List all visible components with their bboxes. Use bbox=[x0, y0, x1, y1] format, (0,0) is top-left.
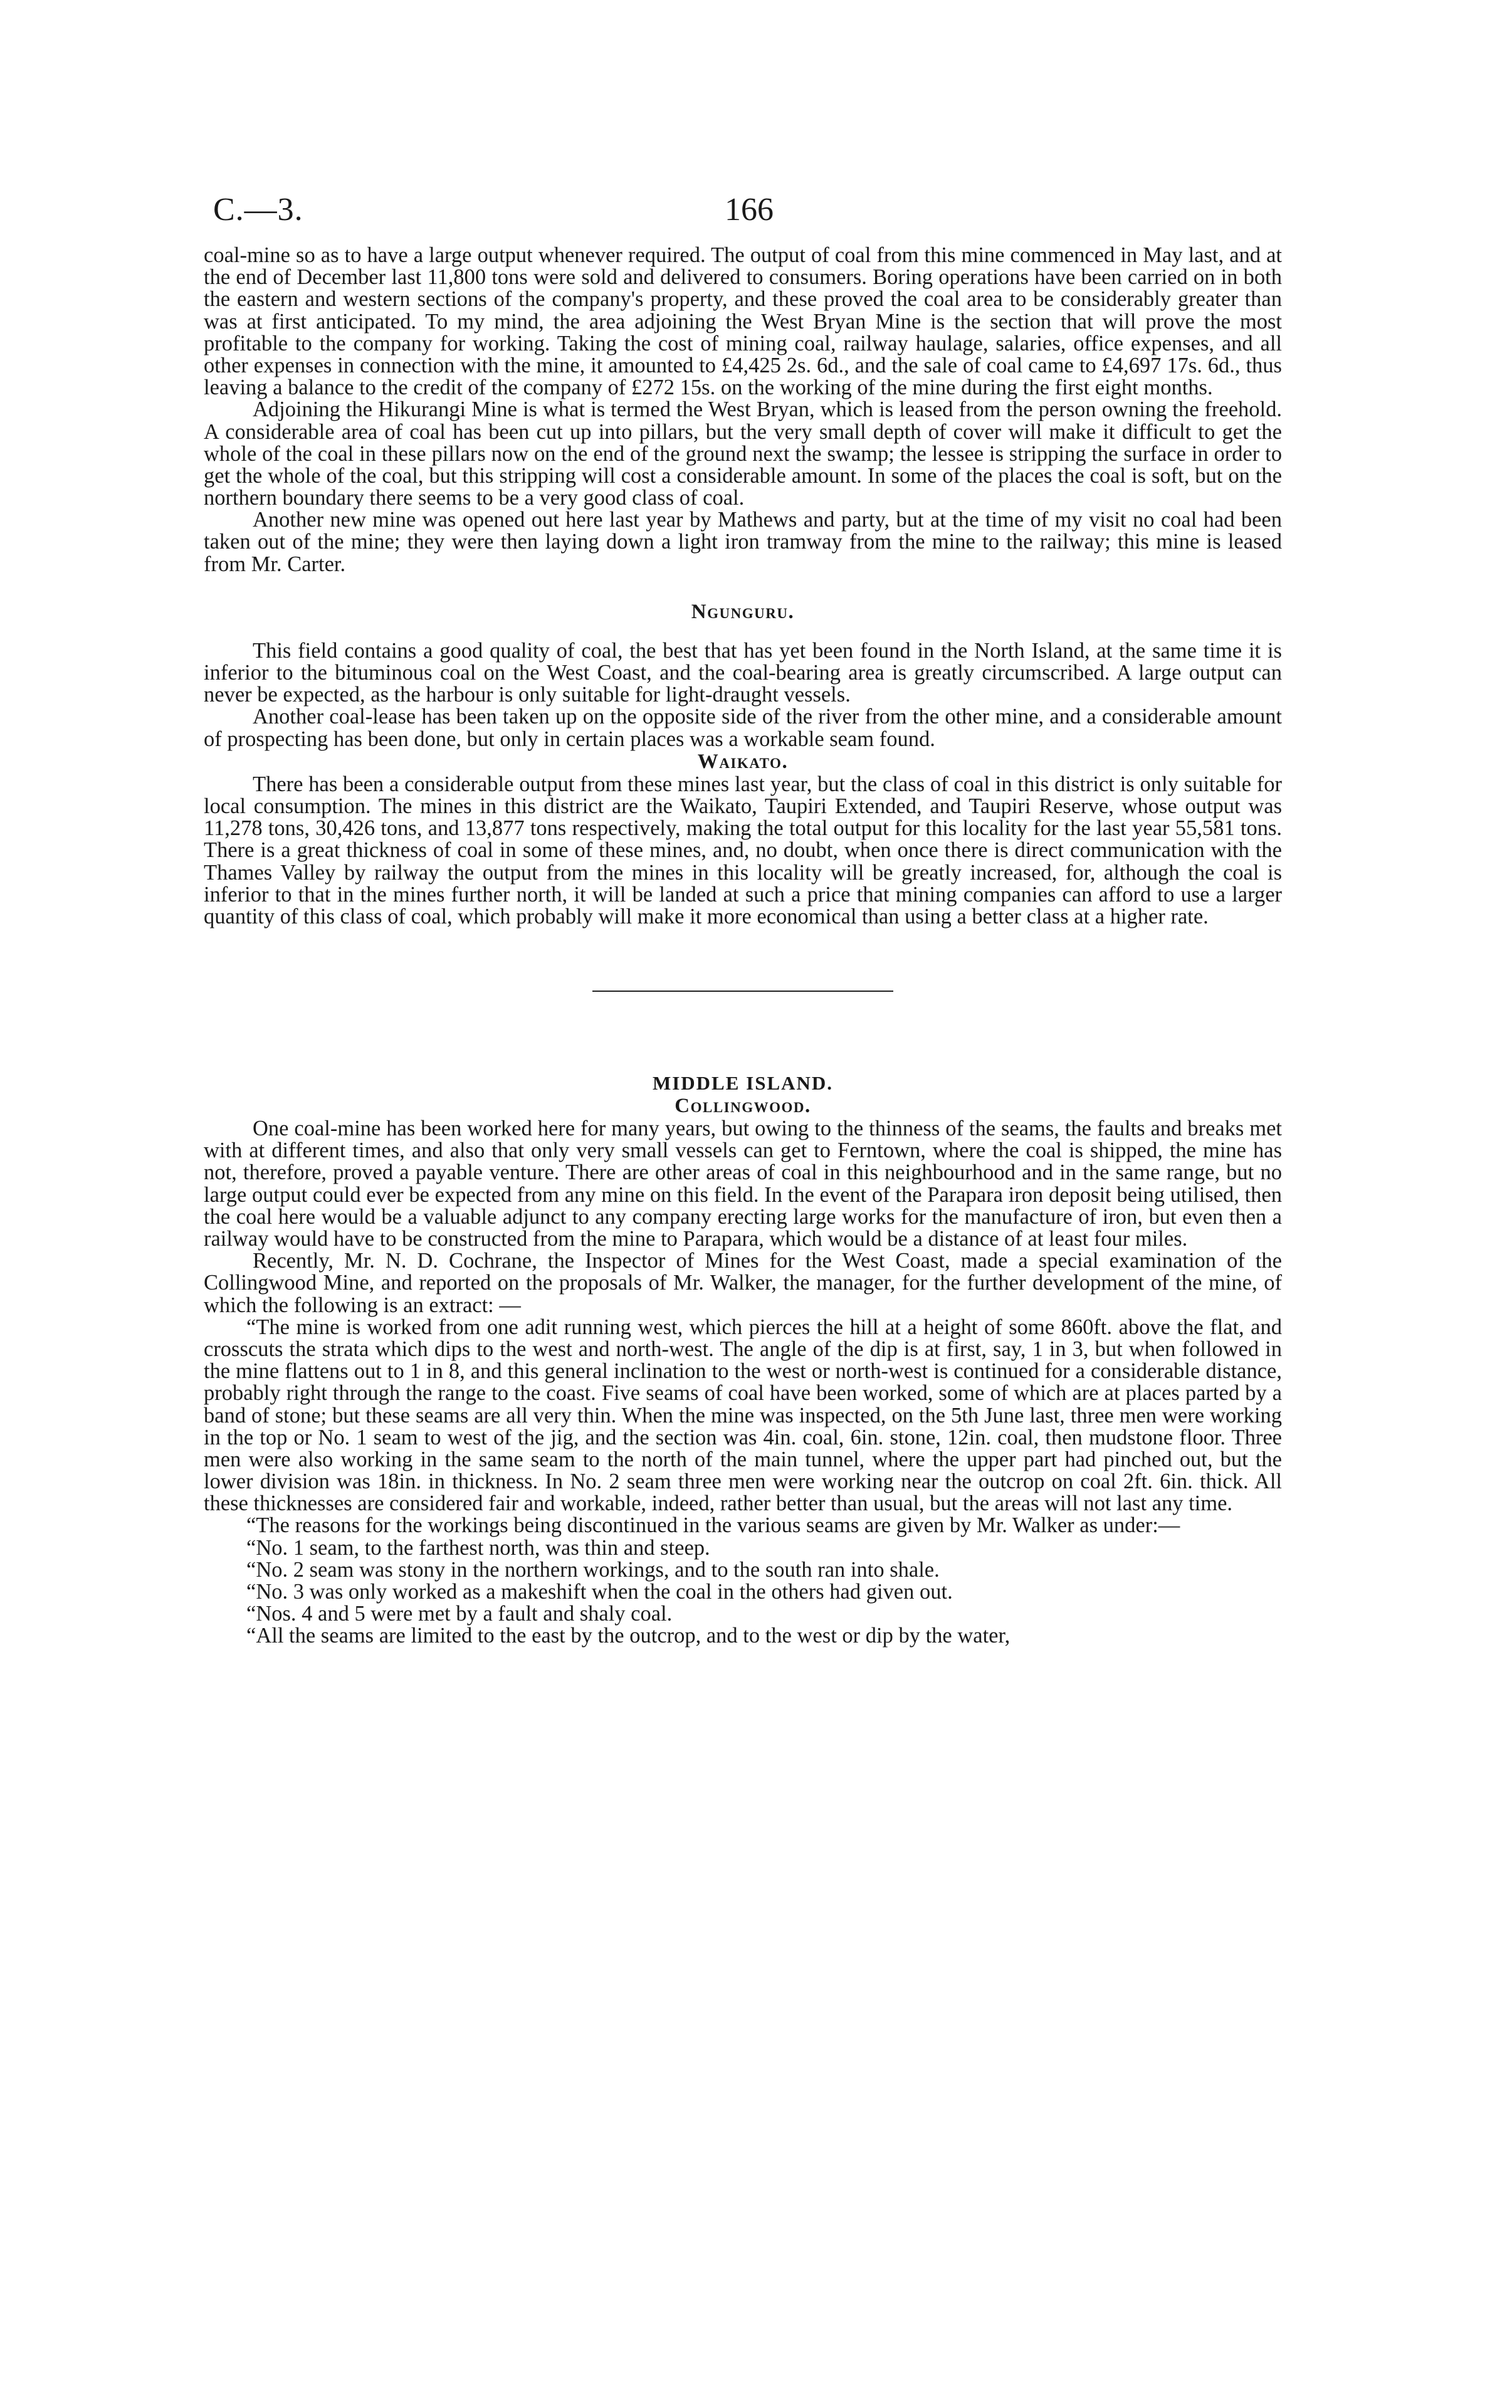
quoted-list-item: “All the seams are limited to the east by the outcrop, and to the west or dip by the water, bbox=[246, 1624, 1011, 1648]
quoted-list-item: “Nos. 4 and 5 were met by a fault and shaly coal. bbox=[246, 1602, 673, 1626]
page-header bbox=[213, 191, 1285, 241]
paragraph: This field contains a good quality of coal, the best that has yet been found in the North Island, at the same time it is inferior to the bituminous coal on the West Coast, and the coal-bearing area is greatly circumscribed. A large output can never be expected, as the harbour is only suitable for light-draught vessels. bbox=[204, 638, 1282, 707]
quoted-paragraph: “The reasons for the workings being discontinued in the various seams are given by Mr. Walker as under:— bbox=[246, 1513, 1180, 1538]
paragraph: There has been a considerable output from these mines last year, but the class of coal in this district is only suitable for local consumption. The mines in this district are the Waikato, Taupiri Extended, and Taupiri Reserve, whose output was 11,278 tons, 30,426 tons, and 13,877 tons respectively, making the total output for this locality for the last year 55,581 tons. There is a great thickness of coal in some of these mines, and, no doubt, when once there is direct communication with the Thames Valley by railway the output from the mines in this locality will be greatly increased, for, although the coal is inferior to that in the mines further north, it will be landed at such a price that mining companies can afford to use a larger quantity of this class of coal, which probably will make it more economical than using a better class at a higher rate. bbox=[204, 772, 1282, 928]
section-waikato bbox=[204, 750, 1282, 928]
paragraph: One coal-mine has been worked here for many years, but owing to the thinness of the seams, the faults and breaks met with at different times, and also that only very small vessels can get to Ferntown, where the coal is shipped, the mine has not, therefore, proved a payable venture. There are other areas of coal in this neighbourhood and in the same range, but no large output could ever be expected from any mine on this field. In the event of the Parapara iron deposit being utilised, then the coal here would be a valuable adjunct to any company erecting large works for the manufacture of iron, but even then a railway would have to be constructed from the mine to Parapara, which would be a distance of at least four miles. bbox=[204, 1117, 1282, 1251]
section-ngunguru bbox=[204, 601, 1282, 750]
body-text bbox=[204, 244, 1282, 1648]
section-heading: Waikato. bbox=[697, 750, 789, 773]
quoted-list-item: “No. 2 seam was stony in the northern workings, and to the south ran into shale. bbox=[246, 1557, 940, 1582]
paragraph: Another new mine was opened out here last year by Mathews and party, but at the time of my visit no coal had been taken out of the mine; they were then laying down a light iron tramway from the mine to the railway; this mine is leased from Mr. Carter. bbox=[204, 508, 1282, 576]
section-middle-island bbox=[204, 1072, 1282, 1648]
quoted-paragraph: “The mine is worked from one adit running west, which pierces the hill at a height of some 860ft. above the flat, and crosscuts the strata which dips to the west and north-west. The angle of the dip is at first, say, 1 in 3, but when followed in the mine flattens out to 1 in 8, and this general inclination to the west or north-west is continued for a considerable distance, probably right through the range to the coast. Five seams of coal have been worked, some of which are at places parted by a band of stone; but these seams are all very thin. When the mine was inspected, on the 5th June last, three men were working in the top or No. 1 seam to west of the jig, and the section was 4in. coal, 6in. stone, 12in. coal, then mudstone floor. Three men were also working in the same seam to the north of the main tunnel, where the upper part had pinched out, but the lower division was 18in. in thickness. In No. 2 seam three men were working near the outcrop on coal 2ft. 6in. thick. All these thicknesses are considered fair and workable, indeed, rather better than usual, but the areas will not last any time. bbox=[204, 1315, 1282, 1516]
section-heading: Collingwood. bbox=[675, 1095, 811, 1118]
major-heading: MIDDLE ISLAND. bbox=[652, 1072, 834, 1095]
paragraph: Another coal-lease has been taken up on the opposite side of the river from the other mine, and a considerable amount of prospecting has been done, but only in certain places was a workable seam found. bbox=[204, 705, 1282, 751]
page-number: 166 bbox=[725, 192, 774, 228]
section-hikurangi bbox=[204, 244, 1282, 576]
paragraph: Adjoining the Hikurangi Mine is what is termed the West Bryan, which is leased from the person owning the freehold. A considerable area of coal has been cut up into pillars, but the very small depth of cover will make it difficult to get the whole of the coal in these pillars now on the end of the ground next the swamp; the lessee is stripping the surface in order to get the whole of the coal, but this stripping will cost a considerable amount. In some of the places the coal is soft, but on the northern boundary there seems to be a very good class of coal. bbox=[204, 397, 1282, 510]
section-heading: Ngunguru. bbox=[691, 600, 795, 623]
quoted-list-item: “No. 1 seam, to the farthest north, was thin and steep. bbox=[246, 1535, 710, 1560]
paragraph: Recently, Mr. N. D. Cochrane, the Inspector of Mines for the West Coast, made a special examination of the Collingwood Mine, and reported on the proposals of Mr. Walker, the manager, for the further development of the mine, of which the following is an extract: — bbox=[204, 1249, 1282, 1317]
paragraph: coal-mine so as to have a large output whenever required. The output of coal from this mine commenced in May last, and at the end of December last 11,800 tons were sold and delivered to consumers. Boring operations have been carried on in both the eastern and western sections of the company's property, and these proved the coal area to be considerably greater than was at first anticipated. To my mind, the area adjoining the West Bryan Mine is the section that will prove the most profitable to the company for working. Taking the cost of mining coal, railway haulage, salaries, office expenses, and all other expenses in connection with the mine, it amounted to £4,425 2s. 6d., and the sale of coal came to £4,697 17s. 6d., thus leaving a balance to the credit of the company of £272 15s. on the working of the mine during the first eight months. bbox=[204, 243, 1282, 400]
quoted-list-item: “No. 3 was only worked as a makeshift when the coal in the others had given out. bbox=[246, 1580, 953, 1604]
paper-reference: C.—3. bbox=[213, 192, 303, 228]
